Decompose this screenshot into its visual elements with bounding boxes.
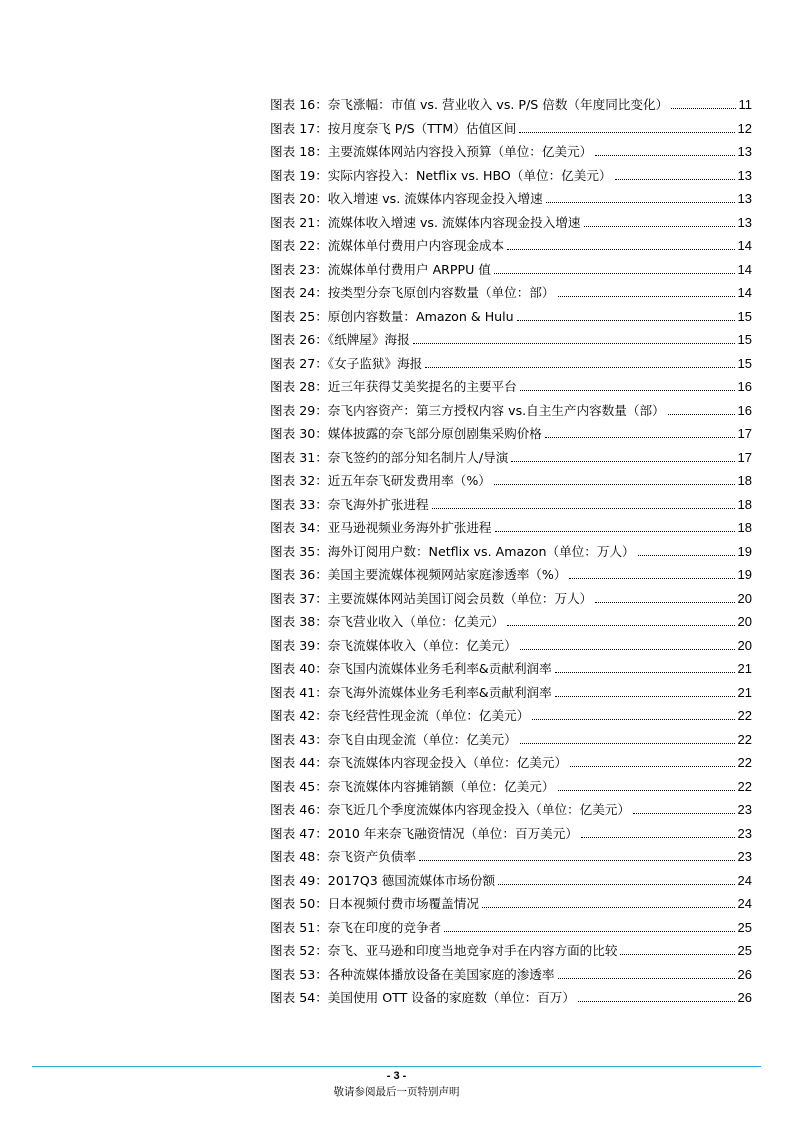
toc-entry-page: 13	[737, 191, 752, 206]
toc-entry[interactable]	[270, 540, 752, 564]
toc-entry[interactable]	[270, 446, 752, 470]
toc-entry-page: 18	[737, 473, 752, 488]
toc-entry-page: 22	[737, 778, 752, 794]
toc-entry-title: 图表 39：奈飞流媒体收入（单位：亿美元）	[270, 637, 517, 653]
toc-entry[interactable]	[270, 587, 752, 611]
toc-entry[interactable]	[270, 140, 752, 164]
toc-entry-page: 22	[737, 755, 752, 770]
toc-entry-page: 14	[737, 261, 752, 277]
toc-entry-page: 21	[737, 684, 752, 700]
toc-entry[interactable]	[270, 986, 752, 1010]
footer-divider	[32, 1066, 761, 1067]
toc-entry-title: 图表 23：流媒体单付费用户 ARPPU 值	[270, 261, 491, 277]
toc-entry[interactable]	[270, 117, 752, 141]
toc-entry[interactable]	[270, 563, 752, 587]
toc-entry-title: 图表 50：日本视频付费市场覆盖情况	[270, 896, 479, 911]
toc-dot-leader	[520, 648, 735, 650]
toc-entry-title: 图表 18：主要流媒体网站内容投入预算（单位：亿美元）	[270, 144, 593, 159]
toc-entry-title: 图表 47：2010 年来奈飞融资情况（单位：百万美元）	[270, 825, 578, 841]
toc-entry[interactable]	[270, 469, 752, 493]
toc-entry[interactable]	[270, 281, 752, 305]
toc-entry-title: 图表 35：海外订阅用户数：Netflix vs. Amazon（单位：万人）	[270, 543, 635, 559]
toc-entry-title: 图表 36：美国主要流媒体视频网站家庭渗透率（%）	[270, 567, 567, 582]
toc-dot-leader	[584, 225, 735, 227]
toc-entry-page: 14	[737, 285, 752, 300]
toc-entry-title: 图表 28：近三年获得艾美奖提名的主要平台	[270, 379, 517, 394]
toc-entry[interactable]	[270, 516, 752, 540]
toc-dot-leader	[595, 601, 734, 603]
toc-entry-page: 26	[737, 966, 752, 982]
toc-entry-page: 21	[737, 661, 752, 676]
toc-entry-page: 13	[737, 167, 752, 183]
toc-entry-title: 图表 31：奈飞签约的部分知名制片人/导演	[270, 449, 509, 465]
toc-dot-leader	[558, 977, 735, 979]
toc-entry[interactable]	[270, 845, 752, 869]
toc-dot-leader	[520, 742, 735, 744]
toc-entry-page: 19	[737, 567, 752, 582]
toc-entry-title: 图表 42：奈飞经营性现金流（单位：亿美元）	[270, 708, 530, 723]
toc-dot-leader	[569, 577, 734, 579]
toc-entry-title: 图表 38：奈飞营业收入（单位：亿美元）	[270, 614, 505, 629]
toc-entry-title: 图表 40：奈飞国内流媒体业务毛利率&贡献利润率	[270, 661, 552, 676]
toc-entry[interactable]	[270, 657, 752, 681]
toc-entry[interactable]	[270, 751, 752, 775]
toc-entry-title: 图表 53：各种流媒体播放设备在美国家庭的渗透率	[270, 966, 555, 982]
toc-entry[interactable]	[270, 681, 752, 705]
toc-entry-title: 图表 54：美国使用 OTT 设备的家庭数（单位：百万）	[270, 990, 575, 1005]
toc-entry-page: 17	[737, 426, 752, 441]
toc-entry-title: 图表 24：按类型分奈飞原创内容数量（单位：部）	[270, 285, 555, 300]
toc-entry-page: 18	[737, 520, 752, 535]
toc-entry[interactable]	[270, 798, 752, 822]
toc-entry-page: 13	[737, 144, 752, 159]
toc-entry-title: 图表 34：亚马逊视频业务海外扩张进程	[270, 520, 492, 535]
toc-dot-leader	[620, 953, 734, 955]
toc-dot-leader	[532, 718, 734, 720]
toc-entry-title: 图表 45：奈飞流媒体内容摊销额（单位：亿美元）	[270, 778, 555, 794]
toc-entry[interactable]	[270, 328, 752, 352]
toc-entry-title: 图表 26：《纸牌屋》海报	[270, 332, 410, 347]
toc-entry-title: 图表 30：媒体披露的奈飞部分原创剧集采购价格	[270, 426, 542, 441]
toc-dot-leader	[615, 178, 735, 180]
toc-dot-leader	[668, 413, 735, 415]
toc-dot-leader	[494, 483, 735, 485]
toc-entry-page: 23	[737, 825, 752, 841]
toc-entry[interactable]	[270, 634, 752, 658]
toc-dot-leader	[494, 272, 735, 274]
toc-entry-page: 11	[738, 97, 752, 112]
toc-entry-page: 16	[737, 379, 752, 394]
toc-entry[interactable]	[270, 939, 752, 963]
toc-entry[interactable]	[270, 493, 752, 517]
toc-entry-title: 图表 46：奈飞近几个季度流媒体内容现金投入（单位：亿美元）	[270, 802, 631, 817]
toc-dot-leader	[425, 366, 734, 368]
toc-entry-title: 图表 48：奈飞资产负债率	[270, 849, 416, 864]
toc-entry-page: 26	[737, 990, 752, 1005]
toc-entry[interactable]	[270, 93, 752, 117]
toc-entry-title: 图表 27：《女子监狱》海报	[270, 355, 423, 371]
toc-entry[interactable]	[270, 892, 752, 916]
toc-entry-title: 图表 22：流媒体单付费用户内容现金成本	[270, 238, 505, 253]
toc-dot-leader	[507, 248, 734, 250]
toc-entry[interactable]	[270, 822, 752, 846]
toc-entry[interactable]	[270, 399, 752, 423]
toc-entry-page: 25	[737, 943, 752, 958]
toc-dot-leader	[581, 836, 735, 838]
toc-entry-title: 图表 21：流媒体收入增速 vs. 流媒体内容现金投入增速	[270, 214, 581, 230]
toc-entry-page: 20	[737, 614, 752, 629]
toc-entry-page: 19	[737, 543, 752, 559]
toc-dot-leader	[517, 319, 735, 321]
toc-entry-page: 25	[737, 919, 752, 935]
toc-entry-page: 24	[737, 896, 752, 911]
toc-entry[interactable]	[270, 869, 752, 893]
toc-entry-page: 16	[737, 402, 752, 418]
toc-entry-page: 13	[737, 214, 752, 230]
toc-entry-page: 17	[737, 449, 752, 465]
toc-dot-leader	[638, 554, 735, 556]
toc-entry-page: 12	[737, 120, 752, 136]
footer-disclaimer: 敬请参阅最后一页特别声明	[333, 1086, 460, 1098]
toc-entry[interactable]	[270, 963, 752, 987]
toc-entry-page: 15	[737, 355, 752, 371]
page-number: - 3 -	[386, 1070, 407, 1082]
toc-dot-leader	[511, 460, 734, 462]
toc-entry[interactable]	[270, 375, 752, 399]
toc-entry-title: 图表 44：奈飞流媒体内容现金投入（单位：亿美元）	[270, 755, 568, 770]
toc-entry-title: 图表 49：2017Q3 德国流媒体市场份额	[270, 872, 496, 888]
toc-entry[interactable]	[270, 610, 752, 634]
toc-dot-leader	[633, 812, 734, 814]
toc-dot-leader	[555, 671, 735, 673]
toc-dot-leader	[545, 436, 735, 438]
toc-entry-title: 图表 25：原创内容数量：Amazon & Hulu	[270, 308, 514, 324]
toc-entry-page: 15	[737, 308, 752, 324]
toc-entry-title: 图表 29：奈飞内容资产：第三方授权内容 vs.自主生产内容数量（部）	[270, 402, 665, 418]
toc-entry[interactable]	[270, 164, 752, 188]
toc-dot-leader	[519, 131, 734, 133]
toc-entry-title: 图表 52：奈飞、亚马逊和印度当地竞争对手在内容方面的比较	[270, 943, 618, 958]
toc-dot-leader	[555, 695, 735, 697]
toc-entry[interactable]	[270, 775, 752, 799]
toc-dot-leader	[432, 507, 735, 509]
toc-dot-leader	[498, 883, 734, 885]
toc-entry[interactable]	[270, 234, 752, 258]
toc-entry-page: 15	[737, 332, 752, 347]
toc-entry-page: 22	[737, 708, 752, 723]
toc-entry[interactable]	[270, 305, 752, 329]
toc-entry[interactable]	[270, 916, 752, 940]
toc-entry-title: 图表 20：收入增速 vs. 流媒体内容现金投入增速	[270, 191, 543, 206]
toc-entry-page: 23	[737, 802, 752, 817]
toc-dot-leader	[671, 107, 735, 109]
toc-dot-leader	[570, 765, 734, 767]
toc-entry-page: 14	[737, 238, 752, 253]
toc-entry-title: 图表 33：奈飞海外扩张进程	[270, 496, 429, 512]
toc-entry-title: 图表 43：奈飞自由现金流（单位：亿美元）	[270, 731, 517, 747]
toc-dot-leader	[444, 930, 734, 932]
toc-entry-title: 图表 37：主要流媒体网站美国订阅会员数（单位：万人）	[270, 590, 593, 606]
toc-dot-leader	[558, 295, 735, 297]
toc-entry-page: 20	[737, 637, 752, 653]
toc-entry[interactable]	[270, 704, 752, 728]
toc-entry-page: 20	[737, 590, 752, 606]
toc-entry-page: 22	[737, 731, 752, 747]
toc-dot-leader	[578, 1000, 735, 1002]
table-of-figures	[270, 93, 752, 1010]
toc-entry-title: 图表 17：按月度奈飞 P/S（TTM）估值区间	[270, 120, 517, 136]
toc-entry[interactable]	[270, 211, 752, 235]
toc-dot-leader	[546, 201, 735, 203]
toc-entry[interactable]	[270, 352, 752, 376]
toc-entry[interactable]	[270, 187, 752, 211]
toc-entry-page: 23	[737, 849, 752, 864]
toc-dot-leader	[482, 906, 735, 908]
toc-entry[interactable]	[270, 258, 752, 282]
toc-dot-leader	[413, 342, 735, 344]
toc-dot-leader	[520, 389, 735, 391]
toc-dot-leader	[495, 530, 735, 532]
toc-entry-page: 18	[737, 496, 752, 512]
toc-entry-page: 24	[737, 872, 752, 888]
toc-entry-title: 图表 32：近五年奈飞研发费用率（%）	[270, 473, 491, 488]
toc-entry-title: 图表 19：实际内容投入：Netflix vs. HBO（单位：亿美元）	[270, 167, 612, 183]
toc-entry[interactable]	[270, 422, 752, 446]
toc-dot-leader	[419, 859, 735, 861]
toc-dot-leader	[507, 624, 734, 626]
toc-entry-title: 图表 41：奈飞海外流媒体业务毛利率&贡献利润率	[270, 684, 552, 700]
toc-entry-title: 图表 51：奈飞在印度的竞争者	[270, 919, 442, 935]
toc-dot-leader	[558, 789, 735, 791]
toc-entry[interactable]	[270, 728, 752, 752]
toc-dot-leader	[595, 154, 734, 156]
toc-entry-title: 图表 16：奈飞涨幅：市值 vs. 营业收入 vs. P/S 倍数（年度同比变化）	[270, 97, 669, 112]
